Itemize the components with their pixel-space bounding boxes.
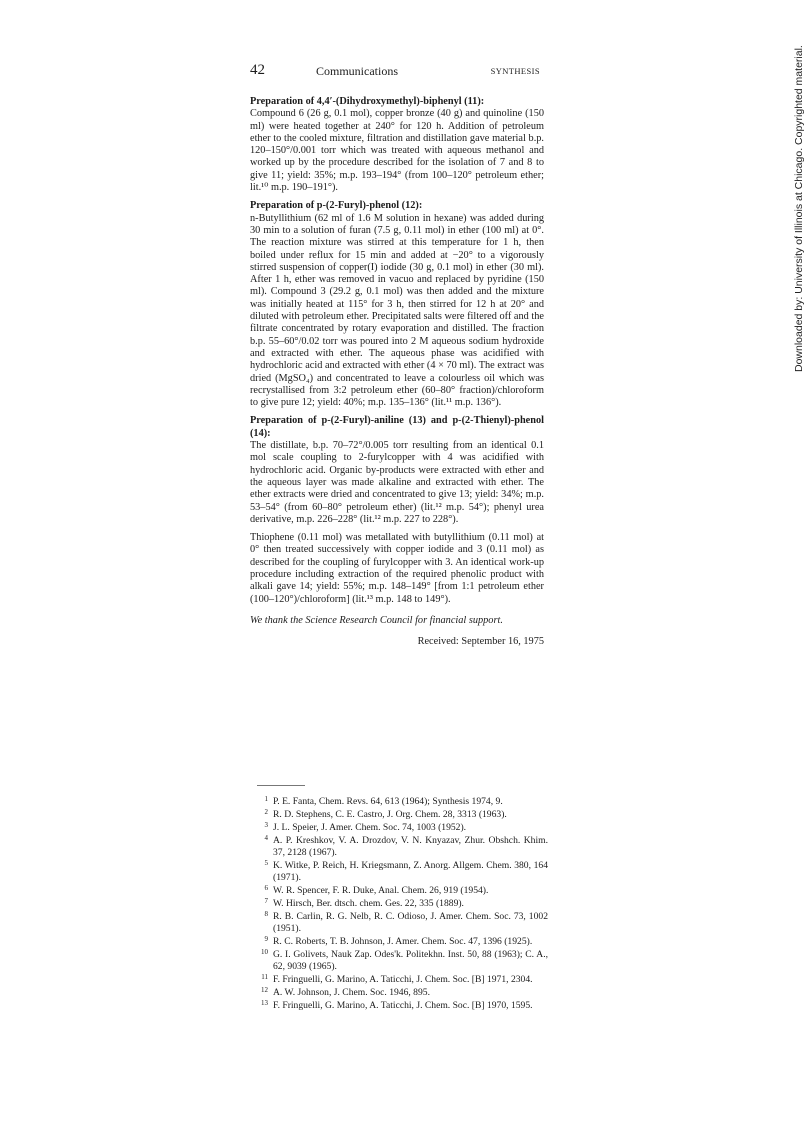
reference-item (256, 809, 548, 821)
reference-text: R. B. Carlin, R. G. Nelb, R. C. Odioso, J. Amer. Chem. Soc. 73, 1002 (1951). (273, 911, 548, 934)
reference-item (256, 835, 548, 859)
reference-item (256, 987, 548, 999)
reference-text: R. D. Stephens, C. E. Castro, J. Org. Chem. 28, 3313 (1963). (273, 809, 507, 820)
procedure-paragraph: The distillate, b.p. 70–72°/0.005 torr resulting from an identical 0.1 mol scale coupling to 2-furylcopper with 4 was acidified with hydrochloric acid. Organic by-products were extracted with ether and the aqueous layer was made alkaline and extracted with ether. The ether extracts were dried and concentrated to give 13; yield: 34%; m.p. 53–54° (from 60–80° petroleum ether) (lit.¹² m.p. 54°); phenyl urea derivative, m.p. 226–228° (lit.¹² m.p. 227 to 228°). (250, 440, 544, 525)
reference-item (256, 949, 548, 973)
reference-number: 1 (264, 795, 268, 803)
reference-text: A. W. Johnson, J. Chem. Soc. 1946, 895. (273, 987, 430, 998)
procedure-paragraph: Compound 6 (26 g, 0.1 mol), copper bronze (40 g) and quinoline (150 ml) were heated together at 240° for 120 h. Addition of petroleum ether to the cooled mixture, filtration and distillation gave material b.p. 120–150°/0.001 torr which was treated with aqueous methanol and worked up by the procedure described for the isolation of 7 and 8 to give 11; yield: 35%; m.p. 193–194° (from 100–120° petroleum ether; lit.¹⁰ m.p. 190–191°). (250, 108, 544, 194)
reference-text: A. P. Kreshkov, V. A. Drozdov, V. N. Knyazav, Zhur. Obshch. Khim. 37, 2128 (1967). (273, 835, 548, 858)
experimental-text (250, 96, 544, 648)
reference-item (256, 860, 548, 884)
reference-number: 9 (264, 935, 268, 943)
reference-text: F. Fringuelli, G. Marino, A. Taticchi, J. Chem. Soc. [B] 1970, 1595. (273, 1000, 533, 1011)
footnote-rule (257, 785, 305, 786)
procedure-heading: Preparation of p-(2-Furyl)-phenol (12): (250, 200, 423, 212)
reference-number: 4 (264, 834, 268, 842)
journal-name: SYNTHESIS (490, 66, 540, 76)
procedure-section (250, 200, 544, 409)
reference-item (256, 885, 548, 897)
reference-text: P. E. Fanta, Chem. Revs. 64, 613 (1964); Synthesis 1974, 9. (273, 796, 503, 807)
procedure-heading: Preparation of 4,4′-(Dihydroxymethyl)-biphenyl (11): (250, 96, 485, 107)
reference-text: J. L. Speier, J. Amer. Chem. Soc. 74, 1003 (1952). (273, 822, 467, 833)
procedure-paragraph: n-Butyllithium (62 ml of 1.6 M solution in hexane) was added during 30 min to a solution of furan (7.5 g, 0.11 mol) in ether (100 ml) at 0°. The reaction mixture was stirred at this temperature for 1 h, then boiled under reflux for 15 min and added at −20° to a vigorously stirred suspension of copper(I) iodide (30 g, 0.1 mol) in ether (30 ml). After 1 h, ether was removed in vacuo and replaced by pyridine (150 ml). Compound 3 (29.2 g, 0.1 mol) was then added and the mixture was initially heated at 115° for 3 h, then stirred for 12 h at 20° and diluted with petroleum ether. Precipitated salts were filtered off and the filtrate concentrated by rotary evaporation and distilled. The fraction b.p. 55–60°/0.02 torr was poured into 2 M aqueous sodium hydroxide and extracted with ether. The aqueous phase was acidified with hydrochloric acid and extracted with ether (4 × 70 ml). The extract was dried (MgSO₄) and concentrated to leave a colourless oil which was recrystallised from 3:2 petroleum ether (60–80° fraction)/chloroform to give pure 12; yield: 40%; m.p. 135–136° (lit.¹¹ m.p. 136°). (250, 212, 544, 409)
reference-number: 5 (264, 859, 268, 867)
reference-item (256, 974, 548, 986)
reference-number: 11 (261, 973, 268, 981)
reference-number: 2 (264, 808, 268, 816)
reference-list (256, 796, 548, 1013)
procedure-section (250, 415, 544, 605)
reference-text: G. I. Golivets, Nauk Zap. Odes'k. Politekhn. Inst. 50, 88 (1963); C. A., 62, 9039 (1965). (273, 949, 548, 972)
acknowledgement: We thank the Science Research Council for financial support. (250, 614, 503, 626)
reference-text: R. C. Roberts, T. B. Johnson, J. Amer. Chem. Soc. 47, 1396 (1925). (273, 936, 533, 947)
reference-number: 10 (261, 948, 268, 956)
page-number: 42 (250, 62, 265, 78)
received-date: Received: September 16, 1975 (417, 636, 544, 648)
reference-item (256, 796, 548, 808)
reference-number: 7 (264, 897, 268, 905)
reference-number: 12 (261, 986, 268, 994)
reference-text: F. Fringuelli, G. Marino, A. Taticchi, J. Chem. Soc. [B] 1971, 2304. (273, 974, 533, 985)
reference-number: 3 (264, 821, 268, 829)
procedure-heading: Preparation of p-(2-Furyl)-aniline (13) and p-(2-Thienyl)-phenol (14): (250, 415, 544, 439)
reference-item (256, 911, 548, 935)
procedure-paragraph: Thiophene (0.11 mol) was metallated with butyllithium (0.11 mol) at 0° then treated successively with copper iodide and 3 (0.11 mol) as described for the coupling of furylcopper with 3. An identical work-up procedure including extraction of the required phenolic product with alkali gave 14; yield: 55%; m.p. 148–149° [from 1:1 petroleum ether (100–120°)/chloroform] (lit.¹³ m.p. 148 to 149°). (250, 532, 544, 605)
reference-text: W. R. Spencer, F. R. Duke, Anal. Chem. 26, 919 (1954). (273, 885, 489, 896)
download-watermark: Downloaded by: University of Illinois at Chicago. Copyrighted material. (793, 45, 805, 372)
procedure-section (250, 96, 544, 194)
reference-number: 8 (264, 910, 268, 918)
reference-number: 13 (261, 999, 268, 1007)
reference-item (256, 898, 548, 910)
running-header (250, 62, 546, 80)
section-title: Communications (316, 64, 398, 78)
reference-text: K. Witke, P. Reich, H. Kriegsmann, Z. Anorg. Allgem. Chem. 380, 164 (1971). (273, 860, 548, 883)
reference-item (256, 822, 548, 834)
reference-number: 6 (264, 884, 268, 892)
reference-item (256, 936, 548, 948)
reference-item (256, 1000, 548, 1012)
reference-text: W. Hirsch, Ber. dtsch. chem. Ges. 22, 335 (1889). (273, 898, 464, 909)
